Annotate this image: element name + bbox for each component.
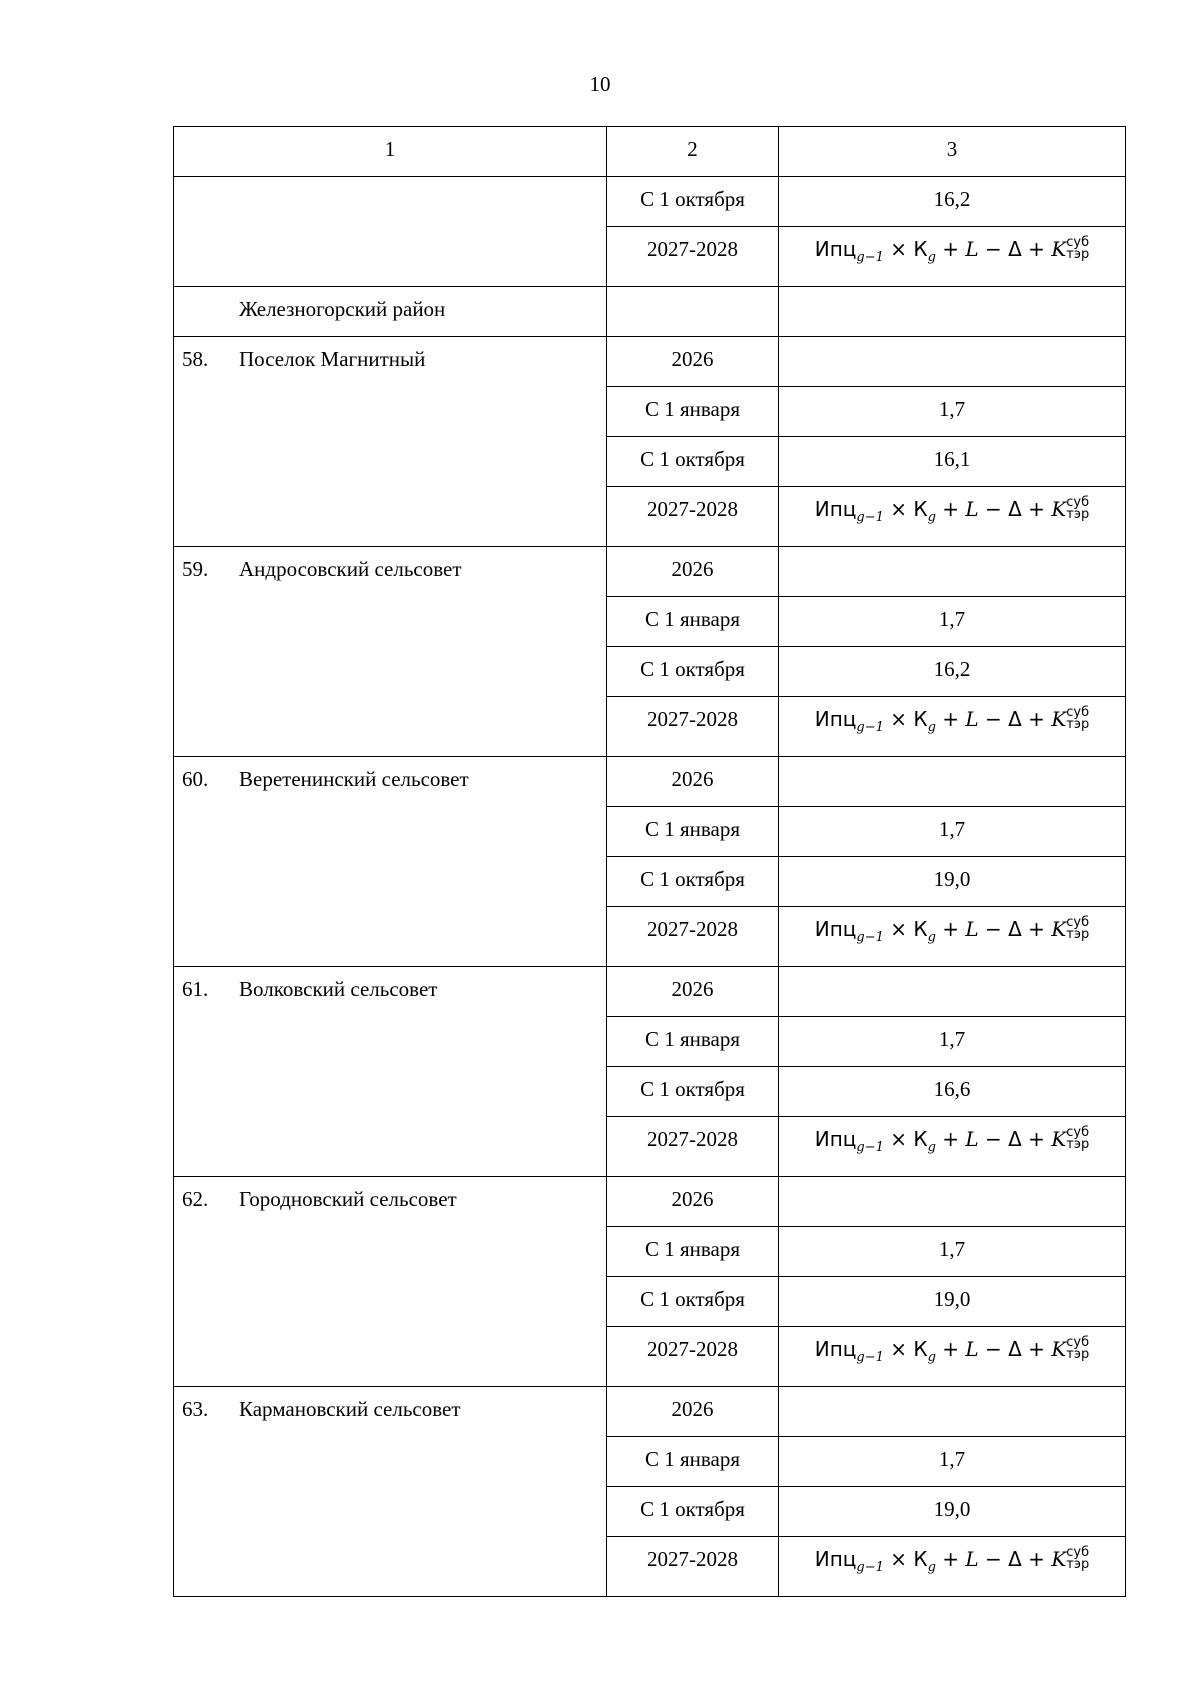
empty-cell [607,287,779,337]
formula-part: L [965,707,979,731]
formula-part: K [1051,1547,1067,1571]
empty-cell [779,337,1126,387]
formula-part: K [1051,917,1067,941]
year-cell: 2026 [607,1177,779,1227]
period-cell: С 1 января [607,597,779,647]
settlement-cell [174,1387,607,1597]
item-number: 62. [182,1187,209,1211]
formula-sub: тэр [1066,246,1090,262]
formula-part: − Δ + [978,497,1052,521]
formula-part: K [1051,1337,1067,1361]
settlement-cell [174,337,607,547]
formula-part: + [935,1127,966,1151]
formula-part: + [935,917,966,941]
region-name: Железногорский район [239,297,446,321]
year-cell: 2026 [607,1387,779,1437]
period-cell: 2027-2028 [607,487,779,547]
formula-part: Ипц [814,1127,857,1151]
formula-sup: суб [1066,704,1090,720]
value-cell: 1,7 [779,1227,1126,1277]
period-cell: С 1 октября [607,647,779,697]
group-row-year [174,757,1126,807]
formula-part: K [1051,237,1067,261]
formula [814,1124,1090,1155]
item-number: 59. [182,557,209,581]
group-row-year [174,547,1126,597]
period-cell: С 1 января [607,1437,779,1487]
formula-part: × К [883,1127,928,1151]
year-cell: 2026 [607,757,779,807]
group-row-year [174,967,1126,1017]
period-cell: 2027-2028 [607,907,779,967]
formula-part: × К [883,497,928,521]
formula-subsup [1066,1124,1090,1152]
formula-part: Ипц [814,1337,857,1361]
formula-part: g [927,720,936,735]
period-cell: 2027-2028 [607,697,779,757]
formula-cell [779,1117,1126,1177]
header-cell-3: 3 [779,127,1126,177]
empty-cell [779,967,1126,1017]
formula-part: + [935,237,966,261]
formula-part: Ипц [814,917,857,941]
formula [814,234,1090,265]
empty-cell [779,757,1126,807]
formula-cell [779,227,1126,287]
formula-subsup [1066,914,1090,942]
formula [814,494,1090,525]
formula-sub: тэр [1066,1346,1090,1362]
formula-cell [779,487,1126,547]
formula-part: g [927,1560,936,1575]
formula-part: × К [883,1337,928,1361]
formula-part: + [935,707,966,731]
tariff-table [173,126,1126,1597]
period-cell: 2027-2028 [607,227,779,287]
period-cell: С 1 октября [607,177,779,227]
formula-part: L [965,1547,979,1571]
formula-part: g [927,510,936,525]
group-row-year [174,337,1126,387]
formula-part: × К [883,1547,928,1571]
formula-part: g−1 [856,1140,884,1155]
formula-part: + [935,1547,966,1571]
formula-part: Ипц [814,237,857,261]
table-row [174,177,1126,227]
formula [814,1334,1090,1365]
formula-part: g−1 [856,720,884,735]
settlement-cell [174,757,607,967]
year-cell: 2026 [607,547,779,597]
page-number: 10 [589,72,611,96]
formula [814,1544,1090,1575]
period-cell: С 1 января [607,807,779,857]
period-cell: С 1 октября [607,1487,779,1537]
formula-subsup [1066,494,1090,522]
item-number: 63. [182,1397,209,1421]
formula-subsup [1066,1544,1090,1572]
value-cell: 19,0 [779,857,1126,907]
formula-part: × К [883,707,928,731]
value-cell: 1,7 [779,807,1126,857]
value-cell: 16,2 [779,647,1126,697]
settlement-cell [174,547,607,757]
value-cell: 1,7 [779,1437,1126,1487]
period-cell: С 1 октября [607,857,779,907]
formula-sup: суб [1066,1334,1090,1350]
period-cell: С 1 января [607,1017,779,1067]
empty-cell [779,287,1126,337]
formula-sup: суб [1066,1544,1090,1560]
formula-cell [779,1327,1126,1387]
formula-part: Ипц [814,1547,857,1571]
period-cell: С 1 января [607,387,779,437]
formula-part: g−1 [856,1350,884,1365]
settlement-name: Веретенинский сельсовет [239,767,469,791]
year-cell: 2026 [607,967,779,1017]
settlement-name: Кармановский сельсовет [239,1397,461,1421]
formula-subsup [1066,234,1090,262]
formula-part: − Δ + [978,1127,1052,1151]
formula-cell [779,907,1126,967]
formula-sup: суб [1066,1124,1090,1140]
settlement-name: Волковский сельсовет [239,977,438,1001]
empty-cell [779,547,1126,597]
formula-part: − Δ + [978,237,1052,261]
formula-part: L [965,237,979,261]
formula-part: − Δ + [978,1337,1052,1361]
header-row [174,127,1126,177]
formula-part: − Δ + [978,1547,1052,1571]
empty-cell [779,1387,1126,1437]
region-cell [174,287,607,337]
year-cell: 2026 [607,337,779,387]
formula-part: Ипц [814,497,857,521]
formula [814,914,1090,945]
region-row [174,287,1126,337]
formula-sup: суб [1066,494,1090,510]
formula-part: g [927,930,936,945]
settlement-name: Городновский сельсовет [239,1187,457,1211]
formula-part: − Δ + [978,917,1052,941]
group-row-year [174,1387,1126,1437]
settlement-cell [174,1177,607,1387]
formula-part: g−1 [856,510,884,525]
formula-part: − Δ + [978,707,1052,731]
period-cell: 2027-2028 [607,1537,779,1597]
formula-part: g−1 [856,930,884,945]
formula-sub: тэр [1066,1556,1090,1572]
formula-sub: тэр [1066,716,1090,732]
period-cell: 2027-2028 [607,1327,779,1387]
value-cell: 1,7 [779,1017,1126,1067]
period-cell: С 1 октября [607,1277,779,1327]
value-cell: 16,2 [779,177,1126,227]
formula [814,704,1090,735]
empty-cell [779,1177,1126,1227]
item-number: 60. [182,767,209,791]
formula-part: K [1051,707,1067,731]
settlement-name: Андросовский сельсовет [239,557,462,581]
formula-part: g [927,250,936,265]
formula-subsup [1066,704,1090,732]
formula-part: × К [883,237,928,261]
formula-sub: тэр [1066,506,1090,522]
formula-sup: суб [1066,914,1090,930]
formula-part: K [1051,497,1067,521]
header-cell-1: 1 [174,127,607,177]
formula-part: + [935,497,966,521]
formula-part: Ипц [814,707,857,731]
formula-cell [779,1537,1126,1597]
formula-part: L [965,917,979,941]
formula-part: L [965,1127,979,1151]
group-row-year [174,1177,1126,1227]
formula-part: g [927,1140,936,1155]
formula-part: × К [883,917,928,941]
item-number: 61. [182,977,209,1001]
formula-sup: суб [1066,234,1090,250]
formula-part: K [1051,1127,1067,1151]
period-cell: 2027-2028 [607,1117,779,1177]
value-cell: 1,7 [779,387,1126,437]
formula-part: g [927,1350,936,1365]
formula-part: + [935,1337,966,1361]
formula-part: g−1 [856,250,884,265]
settlement-name: Поселок Магнитный [239,347,426,371]
period-cell: С 1 октября [607,1067,779,1117]
item-number: 58. [182,347,209,371]
value-cell: 16,1 [779,437,1126,487]
value-cell: 16,6 [779,1067,1126,1117]
formula-part: L [965,497,979,521]
value-cell: 19,0 [779,1487,1126,1537]
formula-sub: тэр [1066,926,1090,942]
formula-part: L [965,1337,979,1361]
value-cell: 1,7 [779,597,1126,647]
period-cell: С 1 января [607,1227,779,1277]
formula-subsup [1066,1334,1090,1362]
value-cell: 19,0 [779,1277,1126,1327]
formula-cell [779,697,1126,757]
period-cell: С 1 октября [607,437,779,487]
formula-sub: тэр [1066,1136,1090,1152]
header-cell-2: 2 [607,127,779,177]
name-cell [174,177,607,287]
settlement-cell [174,967,607,1177]
formula-part: g−1 [856,1560,884,1575]
